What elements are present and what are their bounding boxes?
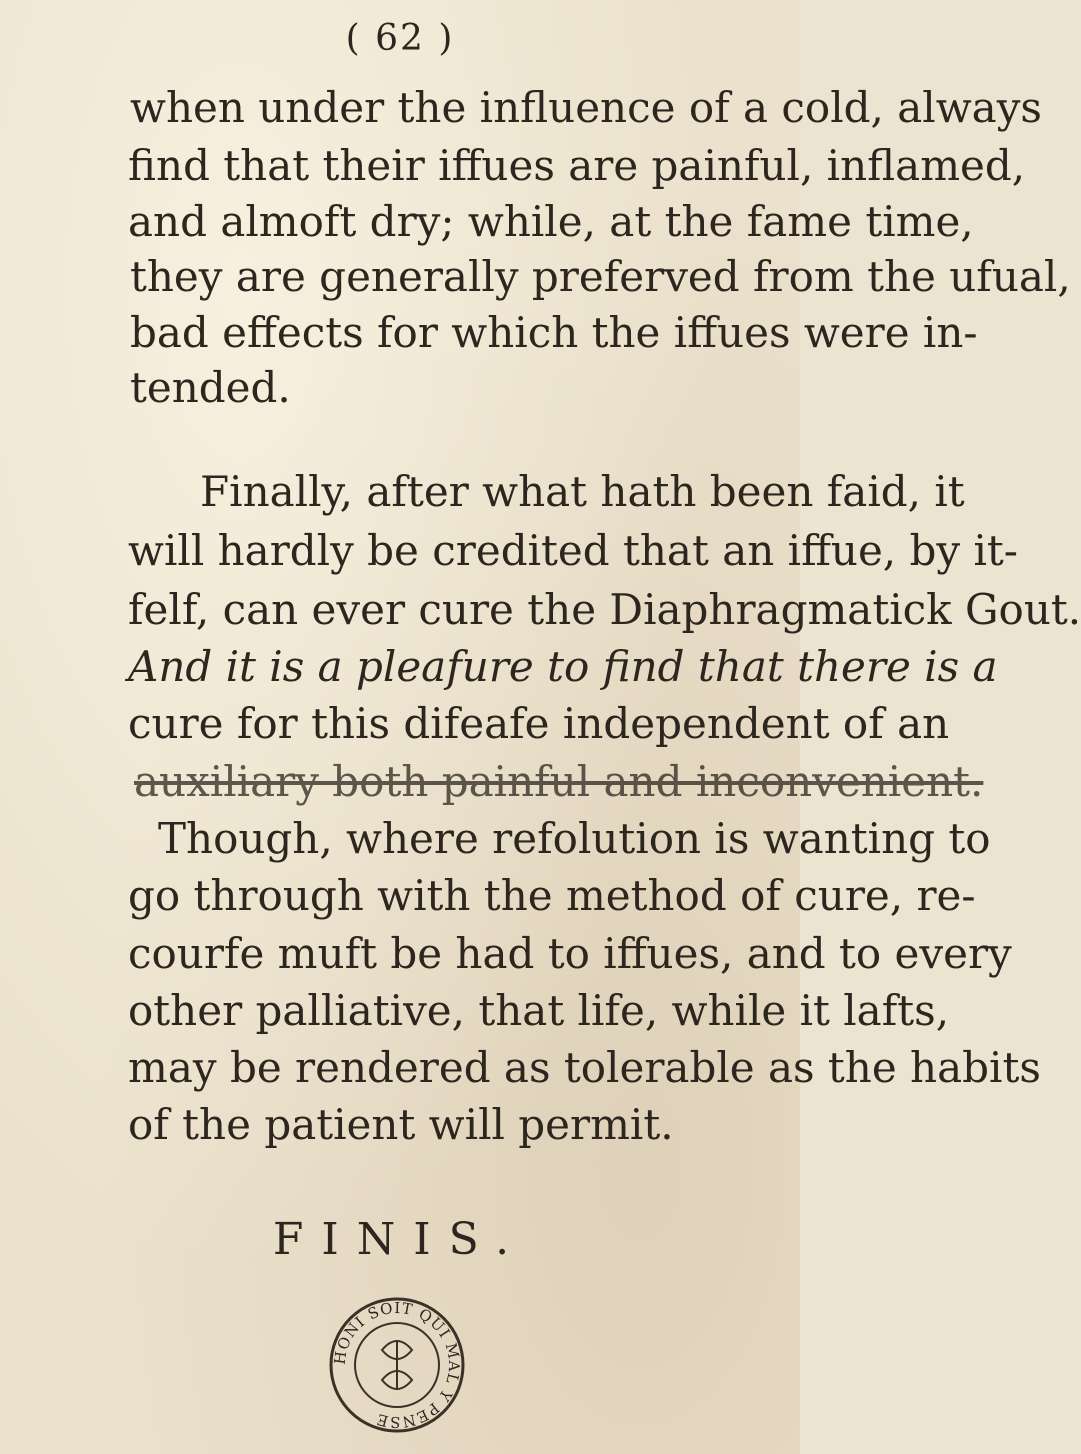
text-line: bad effects for which the iffues were in- [130,308,978,357]
garter-ornament-icon [322,1290,472,1440]
text-line: will hardly be credited that an iffue, by it- [128,526,1018,575]
text-line: cure for this difeafe independent of an [128,699,950,748]
text-line: go through with the method of cure, re- [128,871,976,920]
text-line: Finally, after what hath been faid, it [200,467,965,516]
text-line: when under the influence of a cold, always [130,83,1042,132]
text-line: they are generally preferved from the ufual, [130,252,1071,301]
text-line: other palliative, that life, while it lafts, [128,986,950,1035]
text-line: and almoft dry; while, at the fame time, [128,197,974,246]
text-line: felf, can ever cure the Diaphragmatick Gout. [128,585,1081,634]
text-line: Though, where refolution is wanting to [158,814,991,863]
ornament-motto: HONI SOIT QUI MAL Y PENSE [330,1298,464,1432]
page-number: ( 62 ) [345,18,455,59]
finis-heading: FINIS. [272,1214,528,1265]
text-line-struck: auxiliary both painful and inconvenient. [134,757,984,806]
text-line: may be rendered as tolerable as the habits [128,1043,1041,1092]
text-line: tended. [130,363,291,412]
text-line: And it is a pleafure to find that there is a [128,642,998,691]
text-line: courfe muft be had to iffues, and to every [128,929,1012,978]
text-line: find that their iffues are painful, inflamed, [128,141,1026,190]
text-line: of the patient will permit. [128,1100,674,1149]
